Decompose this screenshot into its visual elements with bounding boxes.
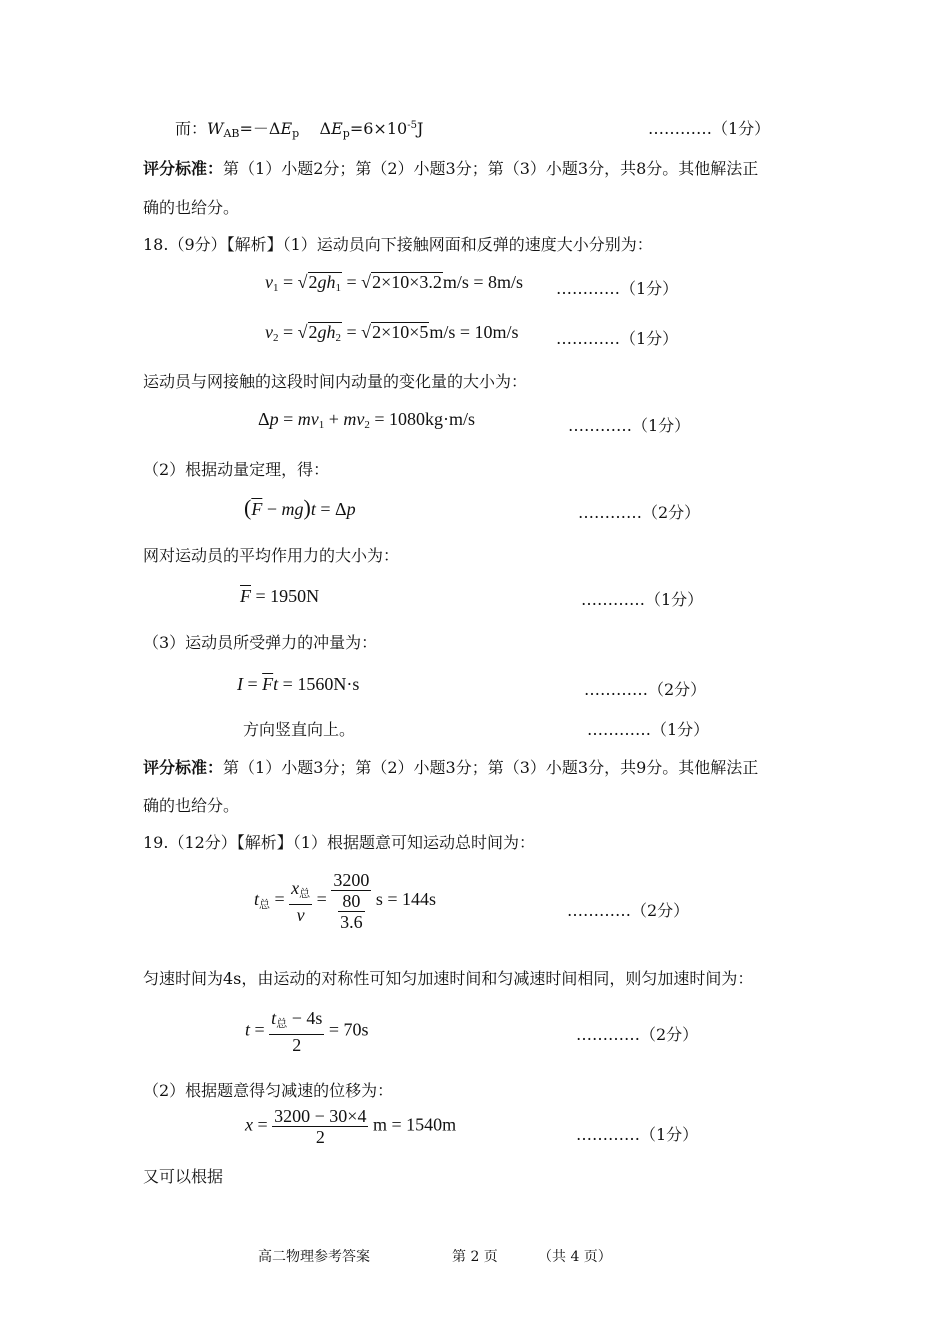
q18-direction: 方向竖直向上。 [243, 720, 356, 739]
q18-criteria-cont: 确的也给分。 [143, 796, 240, 815]
q18-score-theorem: …………（2分） [578, 503, 701, 522]
footer-total: （共 4 页） [538, 1249, 612, 1265]
q19-score-total-time: …………（2分） [567, 901, 690, 920]
q18-score-F: …………（1分） [581, 590, 704, 609]
q18-line-F: 网对运动员的平均作用力的大小为： [143, 546, 400, 565]
footer-subject: 高二物理参考答案 [258, 1249, 370, 1265]
q18-header: 18.（9分）【解析】（1）运动员向下接触网面和反弹的速度大小分别为： [143, 235, 653, 254]
q18-criteria [143, 755, 758, 778]
q18-score-direction: …………（1分） [587, 720, 710, 739]
q17-criteria-cont: 确的也给分。 [143, 198, 240, 217]
q18-part3: （3）运动员所受弹力的冲量为： [143, 633, 378, 652]
q19-score-displacement: …………（1分） [576, 1125, 699, 1144]
q18-eq-theorem: $(\overline{F} - mg)t = \Delta p$ [244, 495, 356, 520]
q18-eq-F: $\overline{F} = 1950N$ [240, 586, 320, 606]
q18-score-v2: …………（1分） [556, 329, 679, 348]
criteria-text: 第（1）小题2分；第（2）小题3分；第（3）小题3分，共8分。其他解法正 [223, 159, 759, 178]
q18-eq-v2: $v_2 = √2gh_2 = √2\times 10\times 5m/s = 10m/s$ [265, 322, 519, 347]
q18-score-dp: …………（1分） [568, 416, 691, 435]
q19-eq-displacement: x = $\frac{3200 - 30\times 4}{2}$ m = 1540m [245, 1106, 457, 1147]
q19-score-accel-time: …………（2分） [576, 1025, 699, 1044]
q18-line-dp: 运动员与网接触的这段时间内动量的变化量的大小为： [143, 372, 528, 391]
q18-score-impulse: …………（2分） [584, 680, 707, 699]
q18-part2: （2）根据动量定理，得： [143, 460, 330, 479]
q18-eq-v1: $v_1 = √2gh_1 = √2\times 10\times 3.2m/s = 8m/s$ [265, 272, 523, 297]
q18-eq-impulse: $I = \overline{F}t = 1560N\cdot s$ [237, 674, 360, 694]
criteria-label: 评分标准： [143, 159, 224, 178]
q17-result-line [175, 116, 423, 140]
q19-tail: 又可以根据 [143, 1167, 224, 1186]
q19-eq-total-time: $t_总$ = $\frac{x_总}{v}$ = $\frac{3200}{\frac{80}{3.6}}$ s = 144s [254, 870, 436, 932]
criteria-text: 第（1）小题3分；第（2）小题3分；第（3）小题3分，共9分。其他解法正 [223, 758, 759, 777]
q19-eq-accel-time: t = $\frac{t_总 - 4s}{2}$ = 70s [245, 1008, 369, 1055]
criteria-label: 评分标准： [143, 758, 224, 777]
q18-score-v1: …………（1分） [556, 279, 679, 298]
q19-header: 19.（12分）【解析】（1）根据题意可知运动总时间为： [143, 833, 535, 852]
q17-score: …………（1分） [648, 119, 771, 138]
q18-eq-dp: $\Delta p = mv_1 + mv_2 = 1080kg\cdot m/s$ [258, 409, 476, 431]
q17-criteria [143, 156, 758, 179]
footer-page: 第 2 页 [452, 1249, 498, 1265]
q17-equation: 而：$W_{AB}=-\Delta E_p$ $\Delta E_p=6\times 10^{-5}J$ [175, 119, 424, 140]
q19-line-uniform: 匀速时间为4s，由运动的对称性可知匀加速时间和匀减速时间相同，则匀加速时间为： [143, 969, 754, 988]
q19-part2: （2）根据题意得匀减速的位移为： [143, 1081, 394, 1100]
